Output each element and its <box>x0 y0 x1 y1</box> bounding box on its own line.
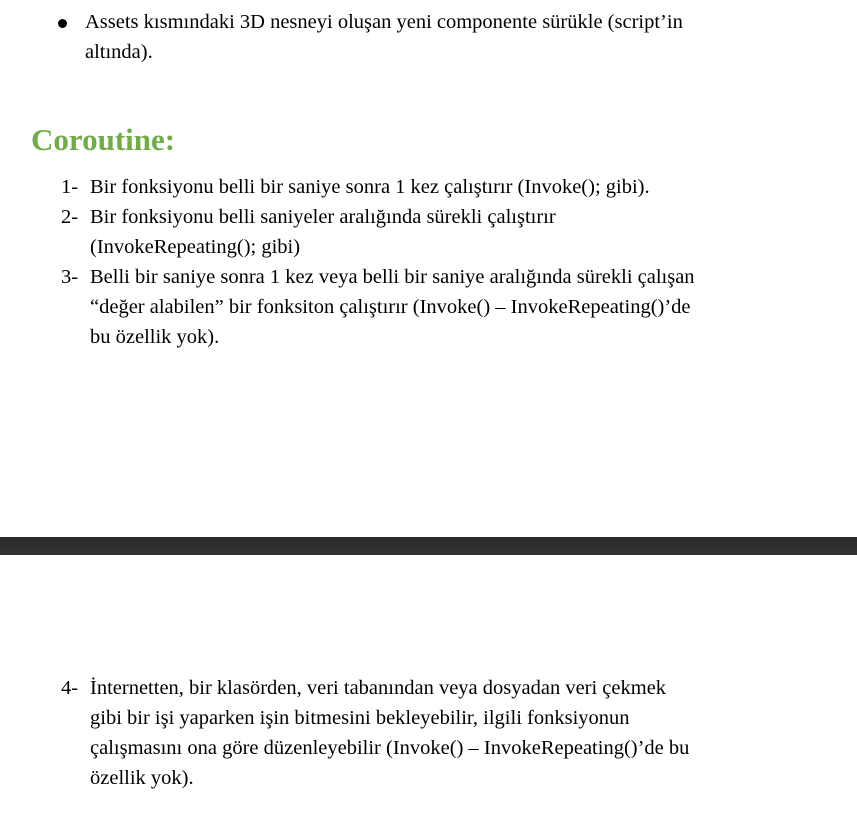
list-line: Bir fonksiyonu belli saniyeler aralığında sürekli çalıştırır <box>90 206 556 228</box>
page-break <box>0 537 857 555</box>
bullet-line: altında). <box>85 41 153 63</box>
list-line: Bir fonksiyonu belli bir saniye sonra 1 kez çalıştırır (Invoke(); gibi). <box>90 176 650 198</box>
list-line: bu özellik yok). <box>90 326 220 348</box>
bullet-item <box>0 7 857 67</box>
list-number: 1- <box>61 176 79 198</box>
section-heading: Coroutine: <box>31 122 176 157</box>
list-number: 3- <box>61 266 79 288</box>
page-2 <box>0 555 857 819</box>
list-number: 4- <box>61 677 79 699</box>
list-line: “değer alabilen” bir fonksiton çalıştırır (Invoke() – InvokeRepeating()’de <box>90 296 691 318</box>
list-line: gibi bir işi yaparken işin bitmesini bekleyebilir, ilgili fonksiyonun <box>90 707 630 729</box>
bullet-line: Assets kısmındaki 3D nesneyi oluşan yeni componente sürükle (script’in <box>85 11 683 33</box>
list-line: (InvokeRepeating(); gibi) <box>90 236 301 258</box>
list-line: özellik yok). <box>90 767 194 789</box>
list-number: 2- <box>61 206 79 228</box>
list-line: İnternetten, bir klasörden, veri tabanından veya dosyadan veri çekmek <box>90 677 667 699</box>
list-line: Belli bir saniye sonra 1 kez veya belli bir saniye aralığında sürekli çalışan <box>90 266 695 288</box>
bullet-icon <box>58 19 67 28</box>
list-line: çalışmasını ona göre düzenleyebilir (Invoke() – InvokeRepeating()’de bu <box>90 737 690 759</box>
